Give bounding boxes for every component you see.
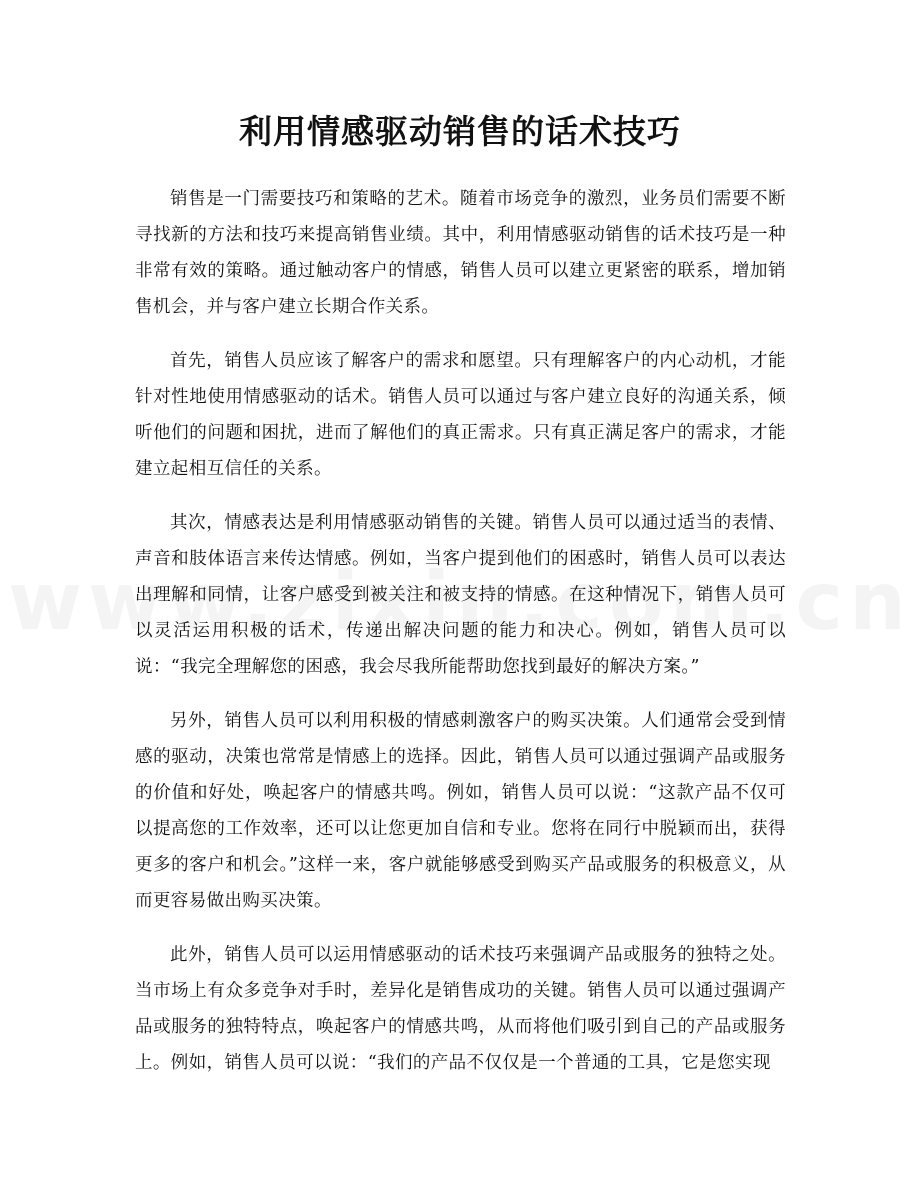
page-title: 利用情感驱动销售的话术技巧 [239,112,681,151]
paragraph-4: 另外，销售人员可以利用积极的情感刺激客户的购买决策。人们通常会受到情感的驱动，决策也常常是情感上的选择。因此，销售人员可以通过强调产品或服务的价值和好处，唤起客户的情感共鸣。例如，销售人员可以说：“这款产品不仅可以提高您的工作效率，还可以让您更加自信和专业。您将在同行中脱颖而出，获得更多的客户和机会。”这样一来，客户就能够感受到购买产品或服务的积极意义，从而更容易做出购买决策。 [135,711,786,911]
paragraph-2: 首先，销售人员应该了解客户的需求和愿望。只有理解客户的内心动机，才能针对性地使用情感驱动的话术。销售人员可以通过与客户建立良好的沟通关系，倾听他们的问题和困扰，进而了解他们的真正需求。只有真正满足客户的需求，才能建立起相互信任的关系。 [135,351,786,479]
paragraph-5: 此外，销售人员可以运用情感驱动的话术技巧来强调产品或服务的独特之处。当市场上有众多竞争对手时，差异化是销售成功的关键。销售人员可以通过强调产品或服务的独特特点，唤起客户的情感共鸣，从而将他们吸引到自己的产品或服务上。例如，销售人员可以说：“我们的产品不仅仅是一个普通的工具，它是您实现 [135,945,786,1073]
paragraph-1: 销售是一门需要技巧和策略的艺术。随着市场竞争的激烈，业务员们需要不断寻找新的方法和技巧来提高销售业绩。其中，利用情感驱动销售的话术技巧是一种非常有效的策略。通过触动客户的情感，销售人员可以建立更紧密的联系，增加销售机会，并与客户建立长期合作关系。 [135,189,786,317]
paragraph-3: 其次，情感表达是利用情感驱动销售的关键。销售人员可以通过适当的表情、声音和肢体语言来传达情感。例如，当客户提到他们的困惑时，销售人员可以表达出理解和同情，让客户感受到被关注和被支持的情感。在这种情况下，销售人员可以灵活运用积极的话术，传递出解决问题的能力和决心。例如，销售人员可以说：“我完全理解您的困惑，我会尽我所能帮助您找到最好的解决方案。” [135,513,786,677]
document-body [135,181,786,1099]
